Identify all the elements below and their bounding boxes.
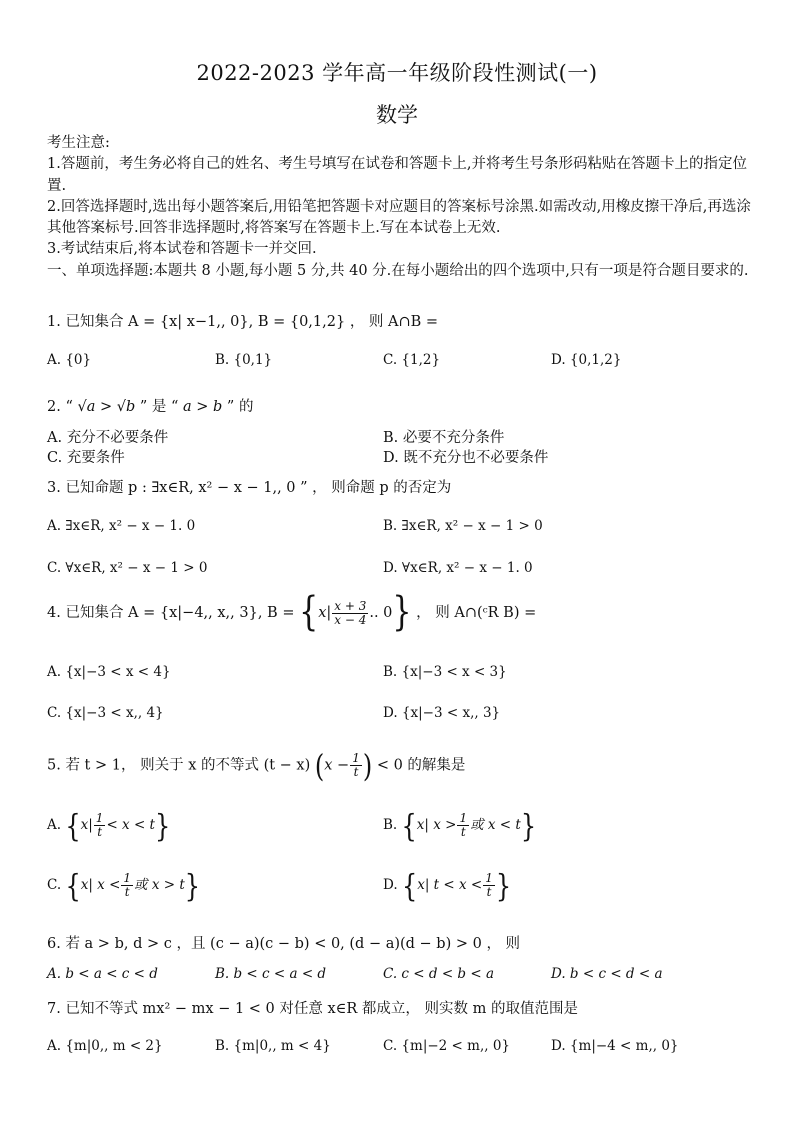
option-a: A. ∃x∈R, x² − x − 1. 0 <box>47 518 196 534</box>
question-1 <box>47 310 759 331</box>
question-stem <box>47 395 759 416</box>
option-b: B. {x| x > $\frac{1}{t}$ 或 x < t} <box>383 807 537 844</box>
stem-math-2: a > b <box>183 399 223 415</box>
option-a: A. {x| $\frac{1}{t}$ < x < t} <box>47 807 171 844</box>
option-a: A. {x|−3 < x < 4} <box>47 664 171 680</box>
option-a: A. {m|0,, m < 2} <box>47 1038 163 1054</box>
option-b: B. 必要不充分条件 <box>383 430 505 446</box>
stem-suffix: ， 则 A∩(ᶜR B) = <box>416 605 537 621</box>
question-stem: 5. 若 t > 1， 则关于 x 的不等式 (t − x) (x − $\frac{1}{t}$ ) < 0 的解集是 <box>47 747 466 784</box>
option-d: D. {m|−4 < m,, 0} <box>551 1038 679 1054</box>
option-c: C. c < d < b < a <box>383 966 495 982</box>
stem-prefix: 5. 若 t > 1， 则关于 x 的不等式 (t − x) <box>47 757 311 774</box>
option-c: C. {m|−2 < m,, 0} <box>383 1038 511 1054</box>
question-stem: 3. 已知命题 p : ∃x∈R, x² − x − 1,, 0 ” ， 则命题 p 的否定为 <box>47 480 452 496</box>
right-brace: } <box>392 588 412 636</box>
question-6 <box>47 932 759 953</box>
section-heading: 一、单项选择题:本题共 8 小题,每小题 5 分,共 40 分.在每小题给出的四个选项中,只有一项是符合题目要求的. <box>47 262 749 279</box>
stem-prefix: 2. “ <box>47 399 73 415</box>
option-b: B. {m|0,, m < 4} <box>215 1038 331 1054</box>
stem-suffix: ” 的 <box>226 399 254 415</box>
notice-item-2: 2.回答选择题时,选出每小题答案后,用铅笔把答题卡对应题目的答案标号涂黑.如需改动,用橡皮擦干净后,再选涂其他答案标号.回答非选择题时,将答案写在答题卡上.写在本试卷上无效. <box>47 198 751 237</box>
question-4 <box>47 588 759 636</box>
stem-suffix: < 0 的解集是 <box>376 757 466 774</box>
notice-item-3: 3.考试结束后,将本试卷和答题卡一并交回. <box>47 241 317 258</box>
stem-fraction: $\frac{x + 3}{x - 4}$ <box>334 598 367 627</box>
question-7 <box>47 997 759 1018</box>
option-a: A. b < a < c < d <box>47 966 158 982</box>
notice-item-1: 1.答题前，考生务必将自己的姓名、考生号填写在试卷和答题卡上,并将考生号条形码粘贴在答题卡上的指定位置. <box>47 156 747 194</box>
stem-prefix: 4. 已知集合 A = {x|−4,, x,, 3}, B = <box>47 605 295 621</box>
notice-heading: 考生注意: <box>47 135 110 151</box>
option-d: D. {x| t < x < $\frac{1}{t}$ } <box>383 867 512 904</box>
option-a: A. 充分不必要条件 <box>47 430 169 446</box>
option-d: D. 既不充分也不必要条件 <box>383 450 549 466</box>
option-c: C. {x| x < $\frac{1}{t}$ 或 x > t} <box>47 867 201 904</box>
option-b: B. ∃x∈R, x² − x − 1 > 0 <box>383 518 543 534</box>
question-2 <box>47 395 759 416</box>
question-stem: 6. 若 a > b, d > c ，且 (c − a)(c − b) < 0, (d − a)(d − b) > 0 ， 则 <box>47 936 521 952</box>
question-5 <box>47 747 759 784</box>
option-c: C. ∀x∈R, x² − x − 1 > 0 <box>47 560 208 576</box>
option-b: B. b < c < a < d <box>215 966 327 982</box>
question-stem: 1. 已知集合 A = {x| x−1,, 0}, B = {0,1,2} ， 则 A∩B = <box>47 314 439 330</box>
exam-notice <box>47 133 759 282</box>
option-b: B. {0,1} <box>215 352 273 368</box>
option-d: D. ∀x∈R, x² − x − 1. 0 <box>383 560 533 576</box>
option-d: D. {0,1,2} <box>551 352 622 368</box>
exam-subject: 数学 <box>376 103 418 127</box>
question-3 <box>47 476 759 497</box>
stem-fraction: $\frac{1}{t}$ <box>352 751 360 779</box>
question-stem: 4. 已知集合 A = {x|−4,, x,, 3}, B = {x| $\frac{x + 3}{x - 4}$ .. 0} ， 则 A∩(ᶜR B) = <box>47 588 537 636</box>
option-d: D. {x|−3 < x,, 3} <box>383 705 501 721</box>
option-c: C. {1,2} <box>383 352 441 368</box>
option-a: A. {0} <box>47 352 92 368</box>
option-c: C. 充要条件 <box>47 450 125 466</box>
stem-math: √a > √b <box>77 399 136 415</box>
option-d: D. b < c < d < a <box>551 966 663 982</box>
question-stem: 7. 已知不等式 mx² − mx − 1 < 0 对任意 x∈R 都成立， 则实数 m 的取值范围是 <box>47 1001 579 1017</box>
option-c: C. {x|−3 < x,, 4} <box>47 705 164 721</box>
stem-mid: ” 是 “ <box>139 399 179 415</box>
option-b: B. {x|−3 < x < 3} <box>383 664 507 680</box>
exam-title: 2022-2023 学年高一年级阶段性测试(一) <box>196 61 598 85</box>
left-brace: { <box>299 588 319 636</box>
